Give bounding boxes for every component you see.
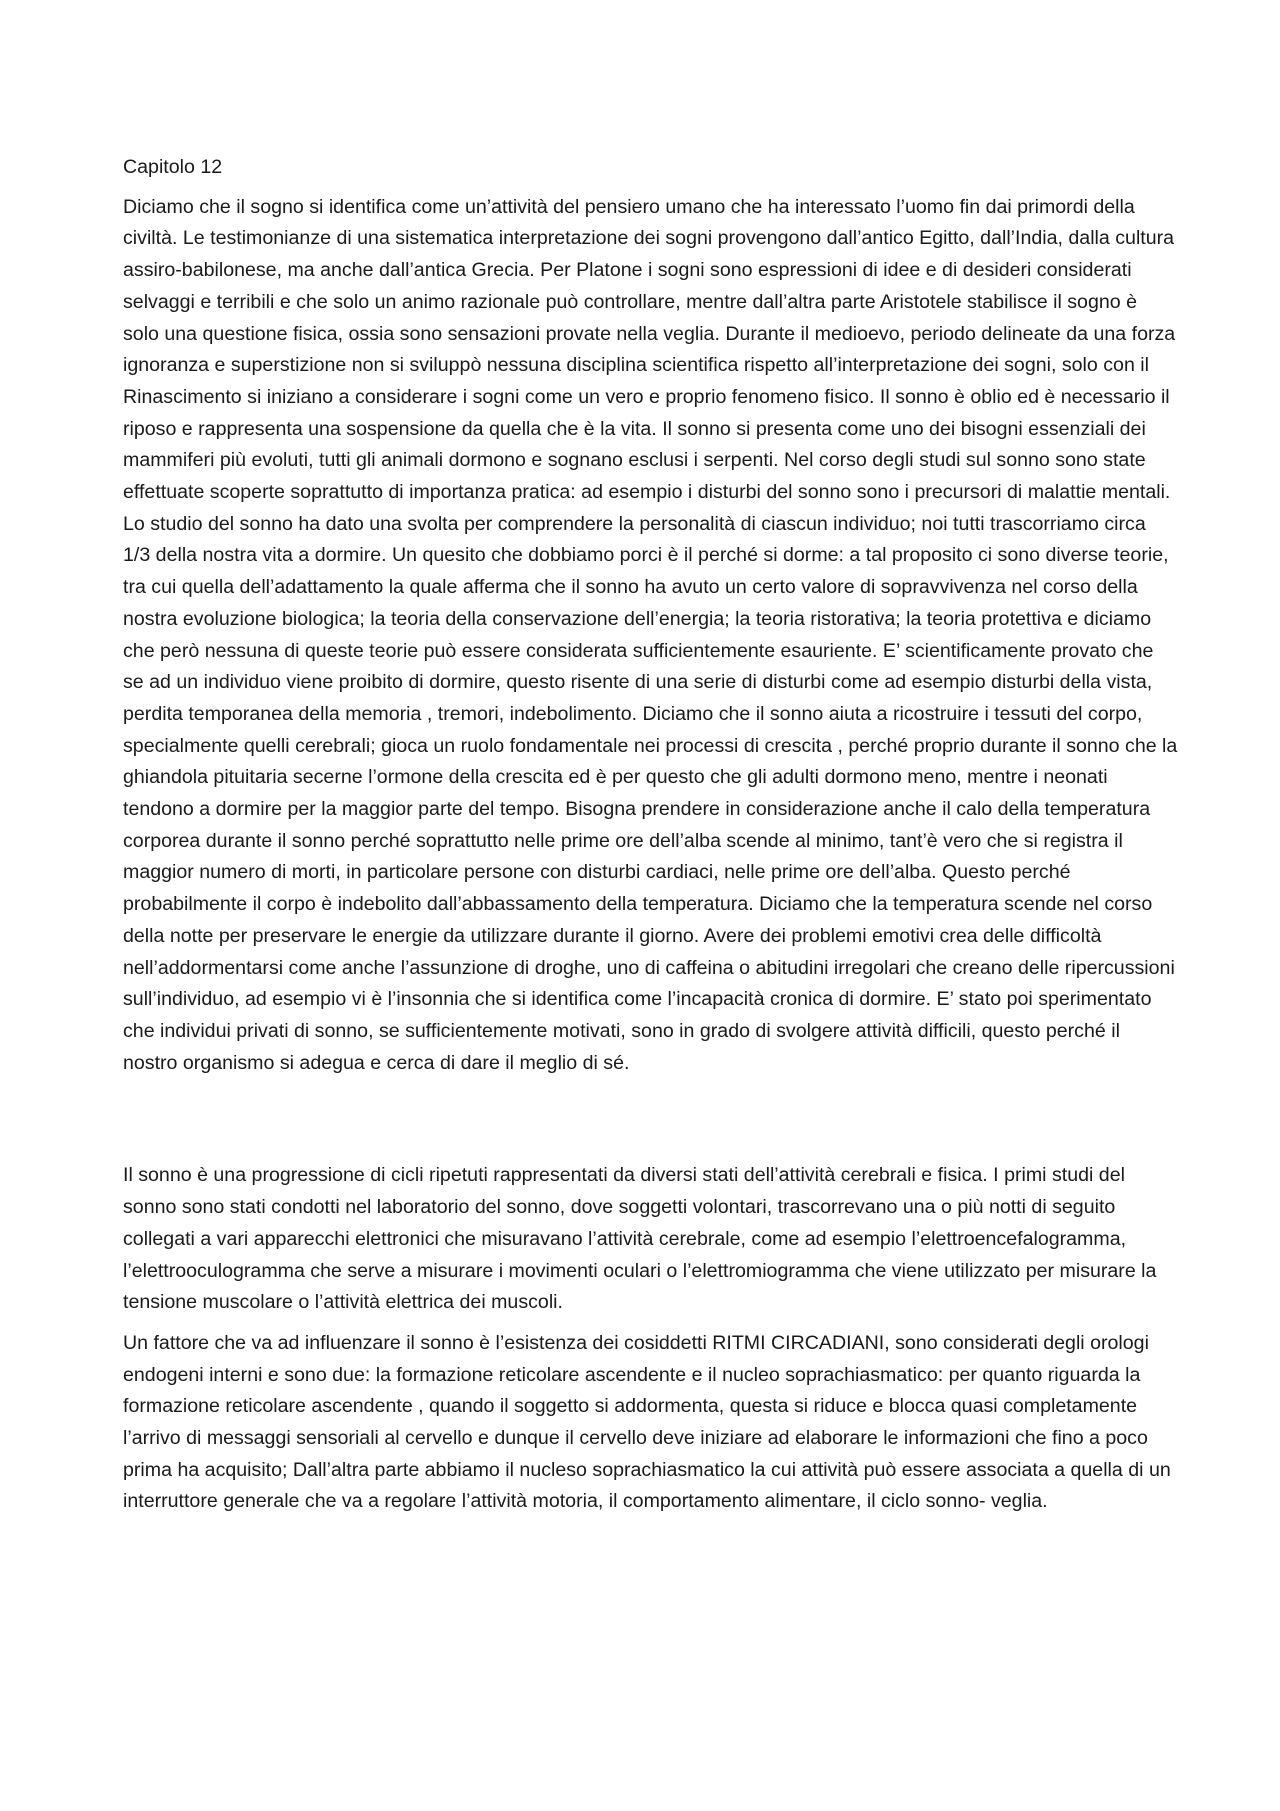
paragraph-sleep-and-dreams: Diciamo che il sogno si identifica come un’attività del pensiero umano che ha interessato l’uomo fin dai primordi della civiltà. Le testimonianze di una sistematica interpretazione dei sogni provengono dall’antico Egitto, dall’India, dalla cultura assiro-babilonese, ma anche dall’antica Grecia. Per Platone i sogni sono espressioni di idee e di desideri considerati selvaggi e terribili e che solo un animo razionale può controllare, mentre dall’altra parte Aristotele stabilisce il sogno è solo una questione fisica, ossia sono sensazioni provate nella veglia. Durante il medioevo, periodo delineate da una forza ignoranza e superstizione non si sviluppò nessuna disciplina scientifica rispetto all’interpretazione dei sogni, solo con il Rinascimento si iniziano a considerare i sogni come un vero e proprio fenomeno fisico. Il sonno è oblio ed è necessario il riposo e rappresenta una sospensione da quella che è la vita. Il sonno si presenta come uno dei bisogni essenziali dei mammiferi più evoluti, tutti gli animali dormono e sognano esclusi i serpenti. Nel corso degli studi sul sonno sono state effettuate scoperte soprattutto di importanza pratica: ad esempio i disturbi del sonno sono i precursori di malattie mentali. Lo studio del sonno ha dato una svolta per comprendere la personalità di ciascun individuo; noi tutti trascorriamo circa 1/3 della nostra vita a dormire. Un quesito che dobbiamo porci è il perché si dorme: a tal proposito ci sono diverse teorie, tra cui quella dell’adattamento la quale afferma che il sonno ha avuto un certo valore di sopravvivenza nel corso della nostra evoluzione biologica; la teoria della conservazione dell’energia; la teoria ristorativa; la teoria protettiva e diciamo che però nessuna di queste teorie può essere considerata sufficientemente esauriente. E’ scientificamente provato che se ad un individuo viene proibito di dormire, questo risente di una serie di disturbi come ad esempio disturbi della vista, perdita temporanea della memoria , tremori, indebolimento. Diciamo che il sonno aiuta a ricostruire i tessuti del corpo, specialmente quelli cerebrali; gioca un ruolo fondamentale nei processi di crescita , perché proprio durante il sonno che la ghiandola pituitaria secerne l’ormone della crescita ed è per questo che gli adulti dormono meno, mentre i neonati tendono a dormire per la maggior parte del tempo. Bisogna prendere in considerazione anche il calo della temperatura corporea durante il sonno perché soprattutto nelle prime ore dell’alba scende al minimo, tant’è vero che si registra il maggior numero di morti, in particolare persone con disturbi cardiaci, nelle prime ore dell’alba. Questo perché probabilmente il corpo è indebolito dall’abbassamento della temperatura. Diciamo che la temperatura scende nel corso della notte per preservare le energie da utilizzare durante il giorno. Avere dei problemi emotivi crea delle difficoltà nell’addormentarsi come anche l’assunzione di droghe, uno di caffeina o abitudini irregolari che creano delle ripercussioni sull’individuo, ad esempio vi è l’insonnia che si identifica come l’incapacità cronica di dormire. E’ stato poi sperimentato che individui privati di sonno, se sufficientemente motivati, sono in grado di svolgere attività difficili, questo perché il nostro organismo si adegua e cerca di dare il meglio di sé. <box>123 195 1178 1074</box>
chapter-title: Capitolo 12 <box>123 156 223 178</box>
paragraph-circadian-rhythms: Un fattore che va ad influenzare il sonno è l’esistenza dei cosiddetti RITMI CIRCADIANI, sono considerati degli orologi endogeni interni e sono due: la formazione reticolare ascendente e il nucleo soprachiasmatico: per quanto riguarda la formazione reticolare ascendente , quando il soggetto si addormenta, questa si riduce e blocca quasi completamente l’arrivo di messaggi sensoriali al cervello e dunque il cervello deve iniziare ad elaborare le informazioni che fino a poco prima ha acquisito; Dall’altra parte abbiamo il nucleso soprachiasmatico la cui attività può essere associata a quella di un interruttore generale che va a regolare l’attività motoria, il comportamento alimentare, il ciclo sonno- veglia. <box>123 1331 1171 1513</box>
paragraph-sleep-cycles: Il sonno è una progressione di cicli ripetuti rappresentati da diversi stati dell’attività cerebrali e fisica. I primi studi del sonno sono stati condotti nel laboratorio del sonno, dove soggetti volontari, trascorrevano una o più notti di seguito collegati a vari apparecchi elettronici che misuravano l’attività cerebrale, come ad esempio l’elettroencefalogramma, l’elettrooculogramma che serve a misurare i movimenti oculari o l’elettromiogramma che viene utilizzato per misurare la tensione muscolare o l’attività elettrica dei muscoli. <box>123 1164 1157 1314</box>
document-body <box>123 152 1178 1518</box>
